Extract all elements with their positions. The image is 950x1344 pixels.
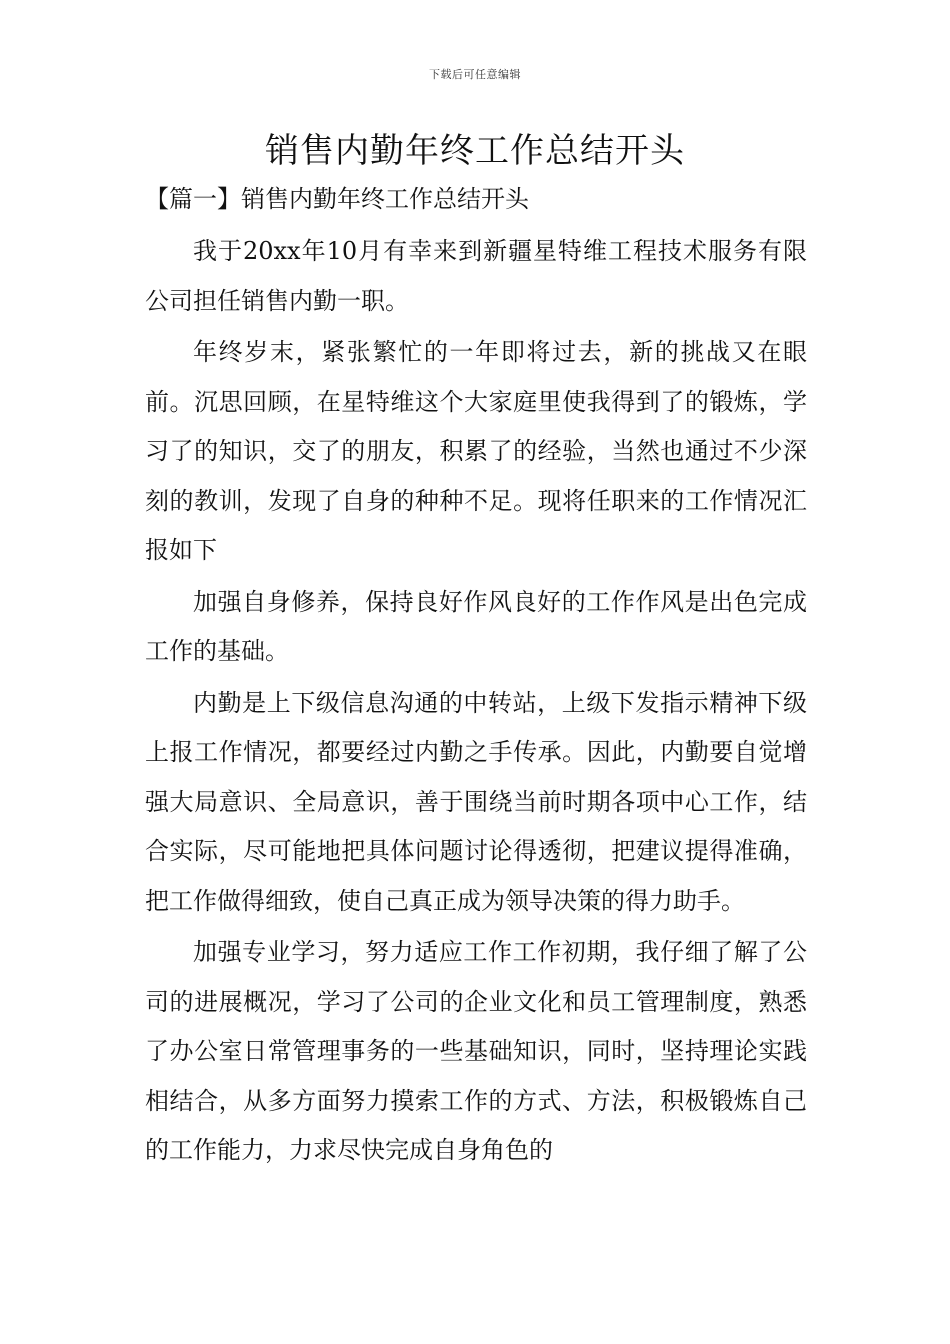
- paragraph-5: 加强专业学习，努力适应工作工作初期，我仔细了解了公司的进展概况，学习了公司的企业文化和员工管理制度，熟悉了办公室日常管理事务的一些基础知识，同时，坚持理论实践相结合，从多方面努力摸索工作的方式、方法，积极锻炼自己的工作能力，力求尽快完成自身角色的: [145, 938, 807, 1164]
- paragraph-4: 内勤是上下级信息沟通的中转站，上级下发指示精神下级上报工作情况，都要经过内勤之手传承。因此，内勤要自觉增强大局意识、全局意识，善于围绕当前时期各项中心工作，结合实际，尽可能地把具体问题讨论得透彻，把建议提得准确，把工作做得细致，使自己真正成为领导决策的得力助手。: [145, 688, 807, 915]
- paragraph-3: 加强自身修养，保持良好作风良好的工作作风是出色完成工作的基础。: [145, 587, 807, 665]
- document-title: 销售内勤年终工作总结开头: [265, 131, 685, 171]
- paragraph-2: 年终岁末，紧张繁忙的一年即将过去，新的挑战又在眼前。沉思回顾，在星特维这个大家庭里使我得到了的锻炼，学习了的知识，交了的朋友，积累了的经验，当然也通过不少深刻的教训，发现了自身的种种不足。现将任职来的工作情况汇报如下: [145, 338, 807, 564]
- paragraph-1: 我于20xx年10月有幸来到新疆星特维工程技术服务有限公司担任销售内勤一职。: [145, 237, 807, 315]
- document-body: [145, 178, 807, 1176]
- header-note: 下载后可任意编辑: [429, 68, 521, 81]
- section-heading: 【篇一】销售内勤年终工作总结开头: [145, 185, 529, 213]
